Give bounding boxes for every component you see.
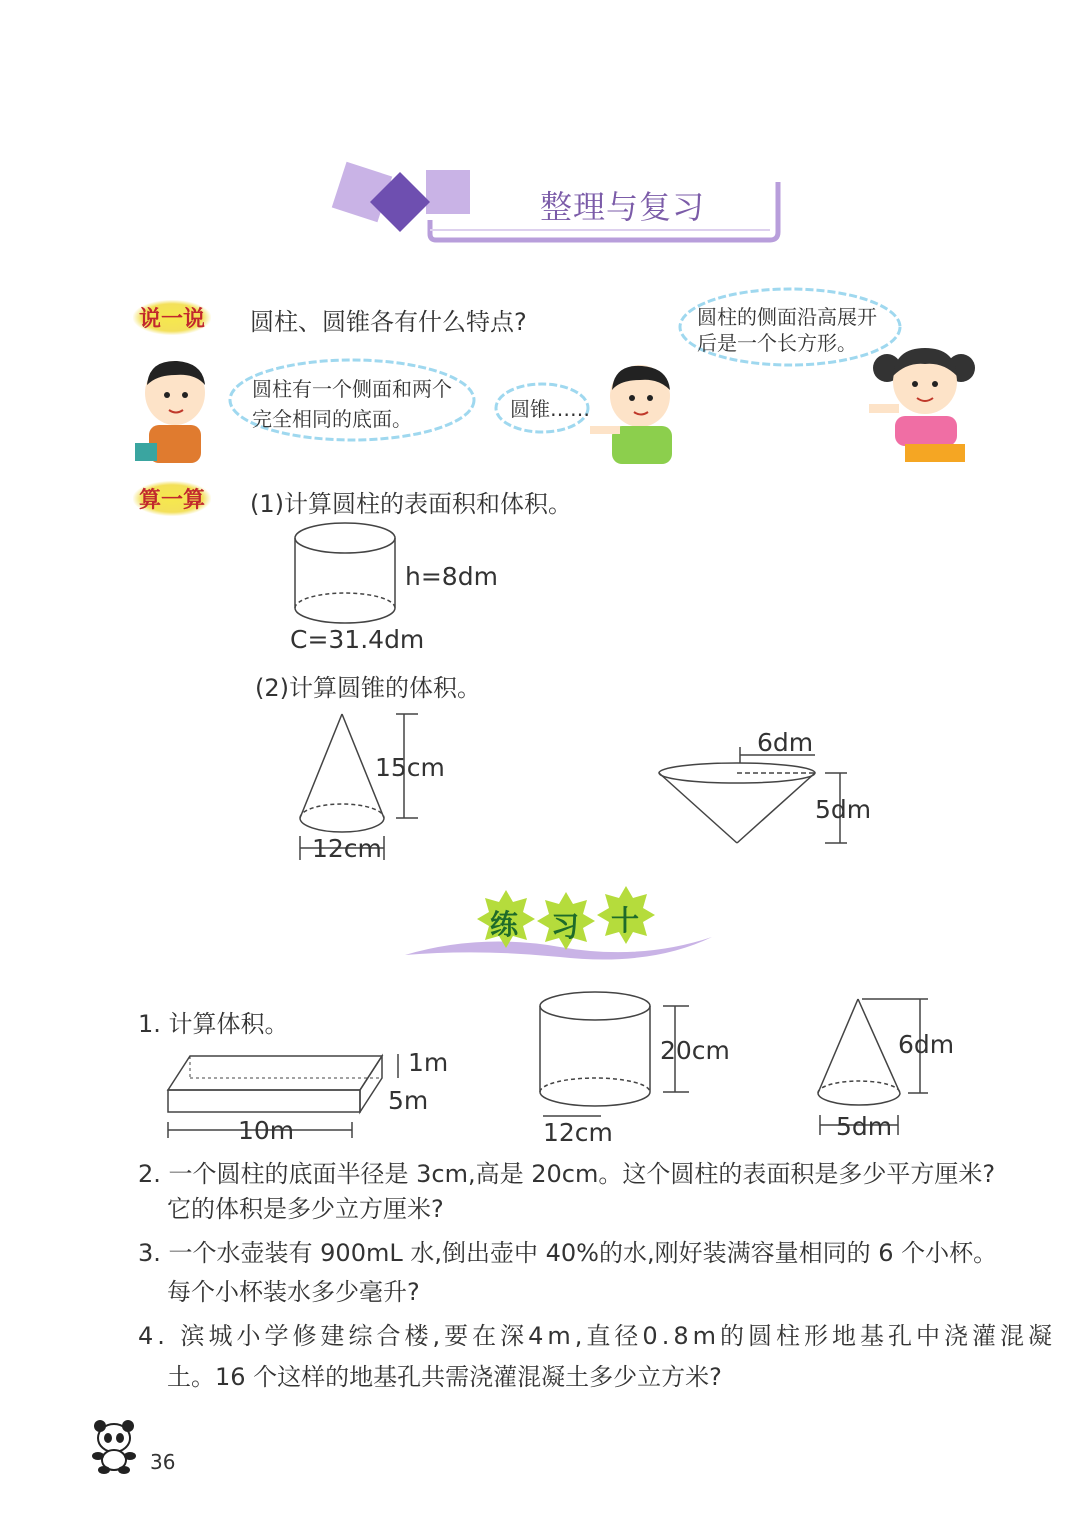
girl-illustration — [865, 340, 980, 465]
cylinder-ex1-diameter-label: 12cm — [543, 1118, 613, 1147]
cone-figure-2 — [655, 735, 850, 850]
cone1-diameter-label: 12cm — [312, 834, 382, 863]
panda-icon — [90, 1420, 140, 1475]
exercise-3-line2: 每个小杯装水多少毫升? — [167, 1278, 420, 1306]
exercise-4-line1: 4. 滨城小学修建综合楼,要在深4m,直径0.8m的圆柱形地基孔中浇灌混凝 — [138, 1322, 1056, 1350]
cylinder-height-label: h=8dm — [405, 562, 498, 591]
exercise-2-line2: 它的体积是多少立方厘米? — [167, 1195, 444, 1223]
exercise-1-title: 1. 计算体积。 — [138, 1010, 289, 1038]
page-title: 整理与复习 — [540, 188, 706, 226]
bubble-boy2: 圆锥…… — [510, 397, 590, 421]
talk-question: 圆柱、圆锥各有什么特点? — [250, 308, 527, 336]
cylinder-figure — [290, 518, 405, 630]
practice-title-char-3: 十 — [611, 904, 640, 937]
bubble-girl-line2: 后是一个长方形。 — [697, 331, 857, 355]
cone-ex1-diameter-label: 5dm — [836, 1112, 893, 1141]
cylinder-circumference-label: C=31.4dm — [290, 625, 425, 654]
boy-illustration-left — [135, 355, 220, 465]
exercise-3-line1: 3. 一个水壶装有 900mL 水,倒出壶中 40%的水,刚好装满容量相同的 6 个小杯。 — [138, 1239, 998, 1267]
cone-ex1-height-label: 6dm — [898, 1030, 955, 1059]
exercise-4-line2: 土。16 个这样的地基孔共需浇灌混凝土多少立方米? — [167, 1363, 722, 1391]
cone2-height-label: 5dm — [815, 795, 872, 824]
cuboid-width-label: 5m — [388, 1086, 429, 1115]
calc-question-1: (1)计算圆柱的表面积和体积。 — [250, 490, 572, 518]
exercise-2-line1: 2. 一个圆柱的底面半径是 3cm,高是 20cm。这个圆柱的表面积是多少平方厘米? — [138, 1160, 996, 1188]
bubble-boy1-line1: 圆柱有一个侧面和两个 — [252, 377, 452, 401]
cuboid-height-label: 1m — [408, 1048, 449, 1077]
talk-tag: 说一说 — [133, 300, 211, 335]
cone2-radius-label: 6dm — [757, 728, 814, 757]
bubble-boy1-line2: 完全相同的底面。 — [252, 407, 412, 431]
practice-title-char-2: 习 — [551, 910, 580, 943]
calc-question-2: (2)计算圆锥的体积。 — [255, 674, 481, 702]
boy-illustration-middle — [590, 360, 690, 465]
calc-tag: 算一算 — [133, 481, 211, 516]
bubble-girl-line1: 圆柱的侧面沿高展开 — [697, 305, 877, 329]
cylinder-ex1-height-label: 20cm — [660, 1036, 730, 1065]
cone1-height-label: 15cm — [375, 753, 445, 782]
cuboid-length-label: 10m — [238, 1116, 295, 1145]
practice-title-char-1: 练 — [490, 908, 519, 941]
page-number: 36 — [150, 1450, 176, 1474]
